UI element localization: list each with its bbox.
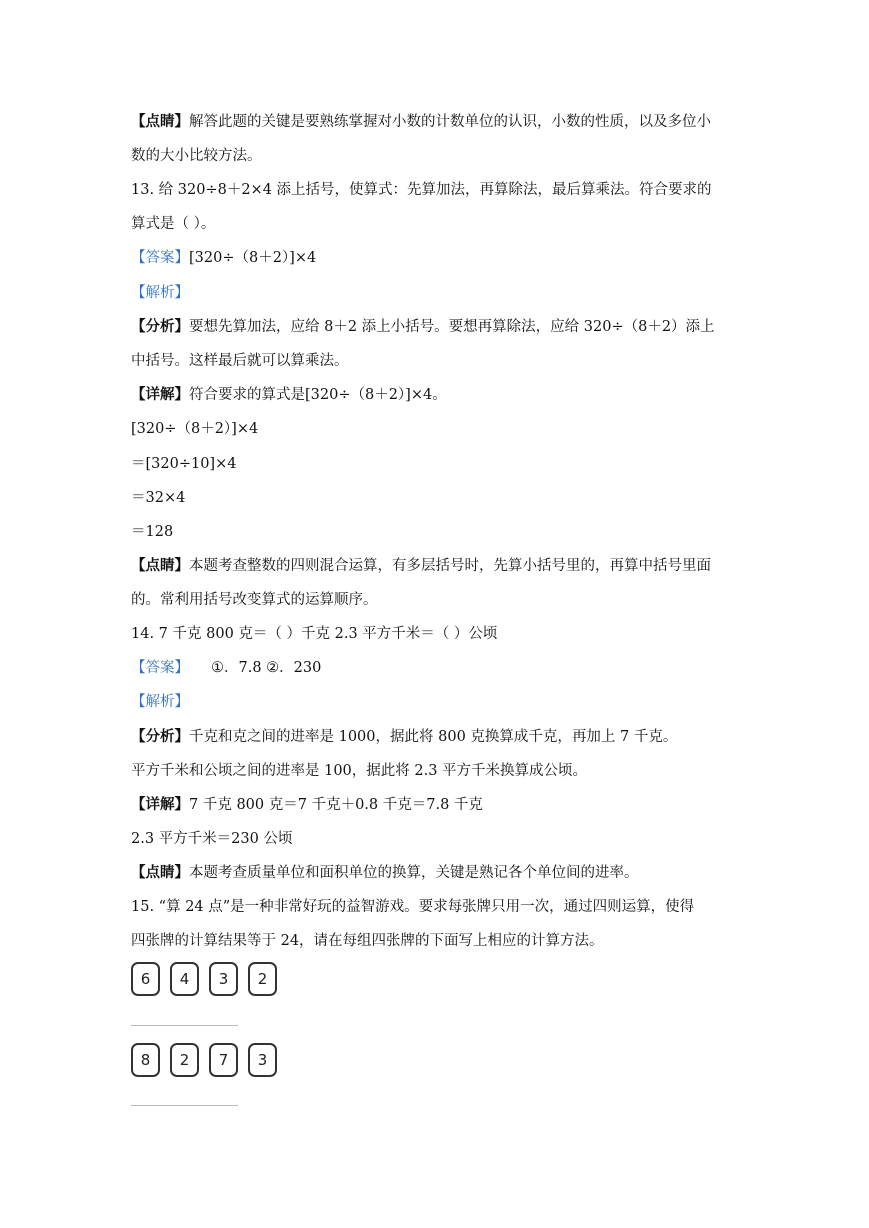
q15-question-line-1: 15. “算 24 点”是一种非常好玩的益智游戏。要求每张牌只用一次，通过四则运算，使得	[131, 899, 695, 915]
q13-answer-label: 【答案】	[131, 250, 189, 266]
playing-card: 4	[170, 962, 199, 996]
q13-fenxi-text-2: 中括号。这样最后就可以算乘法。	[131, 353, 349, 369]
q14-answer-text: ①．7.8 ②．230	[211, 660, 322, 676]
playing-card: 3	[209, 962, 238, 996]
q14-detail	[131, 795, 483, 815]
playing-card: 7	[209, 1043, 238, 1077]
q13-detail	[131, 385, 447, 405]
q15-card-group-2	[131, 1043, 277, 1077]
playing-card: 2	[248, 962, 277, 996]
q12-tip-text-2: 数的大小比较方法。	[131, 148, 262, 164]
q13-fenxi-text-1: 要想先算加法，应给 8＋2 添上小括号。要想再算除法，应给 320÷（8＋2）添上	[189, 319, 715, 335]
q13-fenxi-label: 【分析】	[131, 318, 189, 335]
q13-step-4: ＝128	[131, 524, 174, 540]
q13-step-3: ＝32×4	[131, 490, 186, 506]
q14-fenxi-label: 【分析】	[131, 728, 189, 745]
q12-tip-line-1	[131, 112, 711, 132]
q13-answer	[131, 248, 316, 268]
q15-answer-blank-1[interactable]	[131, 1025, 238, 1026]
q15-card-group-1	[131, 962, 277, 996]
q14-fenxi-text-2: 平方千米和公顷之间的进率是 100，据此将 2.3 平方千米换算成公顷。	[131, 763, 588, 779]
q14-tip-label: 【点睛】	[131, 864, 189, 881]
q13-answer-text: [320÷（8＋2）]×4	[189, 250, 317, 266]
q13-analysis-label: 【解析】	[131, 285, 189, 301]
q14-detail-text-2: 2.3 平方千米＝230 公顷	[131, 831, 293, 847]
q14-fenxi-text-1: 千克和克之间的进率是 1000，据此将 800 克换算成千克，再加上 7 千克。	[189, 729, 678, 745]
q13-question-line-1: 13. 给 320÷8＋2×4 添上括号，使算式：先算加法，再算除法，最后算乘法。符合要求的	[131, 182, 712, 198]
q14-answer-label: 【答案】	[131, 660, 189, 676]
playing-card: 2	[170, 1043, 199, 1077]
q13-detail-label: 【详解】	[131, 386, 189, 403]
q14-tip-text: 本题考查质量单位和面积单位的换算，关键是熟记各个单位间的进率。	[189, 865, 639, 881]
q13-tip-label: 【点睛】	[131, 557, 189, 574]
q14-detail-text: 7 千克 800 克＝7 千克＋0.8 千克＝7.8 千克	[189, 797, 483, 813]
q13-fenxi-line-1	[131, 317, 715, 337]
q14-tip	[131, 863, 639, 883]
q14-fenxi-line-1	[131, 727, 677, 747]
q13-tip-text-1: 本题考查整数的四则混合运算，有多层括号时，先算小括号里的，再算中括号里面	[189, 558, 711, 574]
q13-question-line-2: 算式是（ ）。	[131, 216, 216, 232]
q13-step-1: [320÷（8＋2）]×4	[131, 421, 259, 437]
q13-detail-text: 符合要求的算式是[320÷（8＋2）]×4。	[189, 387, 447, 403]
q14-question: 14. 7 千克 800 克＝（ ）千克 2.3 平方千米＝（ ）公顷	[131, 626, 498, 642]
q14-answer	[131, 658, 321, 678]
q14-detail-label: 【详解】	[131, 796, 189, 813]
q13-tip-line-1	[131, 556, 711, 576]
playing-card: 8	[131, 1043, 160, 1077]
q12-tip-label: 【点睛】	[131, 113, 189, 130]
playing-card: 6	[131, 962, 160, 996]
playing-card: 3	[248, 1043, 277, 1077]
q13-tip-text-2: 的。常利用括号改变算式的运算顺序。	[131, 592, 378, 608]
q15-answer-blank-2[interactable]	[131, 1105, 238, 1106]
q14-analysis-label: 【解析】	[131, 694, 189, 710]
q13-step-2: ＝[320÷10]×4	[131, 456, 237, 472]
q15-question-line-2: 四张牌的计算结果等于 24，请在每组四张牌的下面写上相应的计算方法。	[131, 933, 604, 949]
q12-tip-text-1: 解答此题的关键是要熟练掌握对小数的计数单位的认识，小数的性质，以及多位小	[189, 114, 711, 130]
